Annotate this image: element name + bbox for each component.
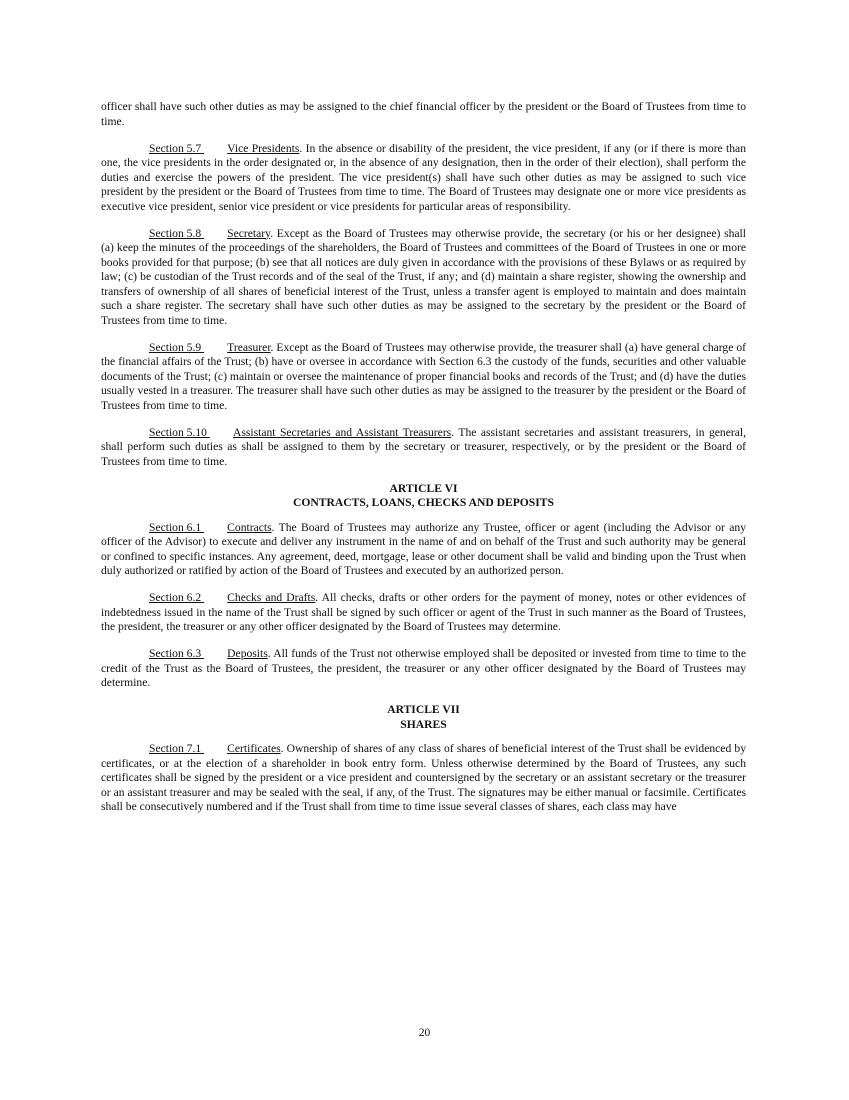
section-body: . In the absence or disability of the president, the vice president, if any (or if there is more than one, the vice presidents in the order designated or, in the absence of any designation, then in the order of their election), shall perform the duties and exercise the powers of the president. The vice president(s) shall have such other duties as may be assigned to such vice president by the president or the Board of Trustees from time to time. The Board of Trustees may designate one or more vice presidents as executive vice president, senior vice president or vice presidents for particular areas of responsibility.: [101, 141, 746, 213]
article-vii-heading: [101, 703, 746, 732]
section-paragraph: [101, 227, 746, 329]
article-v-sections: [101, 142, 746, 470]
intro-paragraph: officer shall have such other duties as may be assigned to the chief financial officer by the president or the Board of Trustees from time to time.: [101, 100, 746, 128]
section-title: Contracts: [227, 520, 272, 534]
section-title: Deposits: [227, 647, 268, 660]
section-number: Section 7.1: [149, 742, 202, 755]
section-paragraph: [101, 426, 746, 470]
article-vi-number: ARTICLE VI: [389, 481, 458, 495]
article-vi-heading: [101, 482, 746, 511]
section-title: Assistant Secretaries and Assistant Treasurers: [232, 425, 452, 439]
section-paragraph: [101, 591, 746, 635]
page-number: 20: [418, 1026, 431, 1039]
section-paragraph: [101, 142, 746, 215]
article-vii-title: SHARES: [400, 717, 447, 731]
section-number-gap: [201, 742, 227, 757]
section-body: . Except as the Board of Trustees may otherwise provide, the secretary (or his or her designee) shall (a) keep the minutes of the proceedings of the shareholders, the Board of Trustees and committees of the Board of Trustees in one or more books provided for that purpose; (b) see that all notices are duly given in accordance with the provisions of these Bylaws or as required by law; (c) be custodian of the Trust records and of the seal of the Trust, if any; and (d) maintain a share register, showing the ownership and transfers of ownership of all shares of beneficial interest of the Trust, unless a transfer agent is employed to maintain and does maintain such a share register. The secretary shall have such other duties as may be assigned to the secretary by the president or the Board of Trustees from time to time.: [101, 226, 746, 327]
section-body: . Ownership of shares of any class of shares of beneficial interest of the Trust shall be evidenced by certificates, or at the election of a shareholder in book entry form. Unless otherwise determined by the Board of Trustees, any such certificates shall be signed by the president or a vice president and countersigned by the secretary or an assistant secretary or the treasurer or an assistant treasurer and may be sealed with the seal, if any, of the Trust. The signatures may be either manual or facsimile. Certificates shall be consecutively numbered and if the Trust shall from time to time issue several classes of shares, each class may have: [101, 742, 746, 813]
section-title: Certificates: [227, 742, 281, 755]
section-title: Vice Presidents: [227, 141, 300, 155]
section-number: Section 5.8: [149, 226, 202, 240]
section-body: . The Board of Trustees may authorize any Trustee, officer or agent (including the Advisor or any officer of the Advisor) to execute and deliver any instrument in the name of and on behalf of the Trust and such authority may be general or confined to specific instances. Any agreement, deed, mortgage, lease or other document shall be valid and binding upon the Trust when duly authorized or ratified by action of the Board of Trustees and executed by an authorized person.: [101, 520, 746, 577]
section-number: Section 5.10: [149, 425, 207, 439]
section-number-gap: [201, 227, 227, 242]
section-number: Section 5.9: [149, 340, 202, 354]
section-title: Secretary: [227, 226, 271, 240]
section-paragraph: [101, 341, 746, 414]
section-number-gap: [201, 521, 227, 536]
article-vii-sections: [101, 742, 746, 815]
section-number-gap: [201, 591, 227, 606]
article-vi-sections: [101, 521, 746, 691]
section-paragraph: [101, 742, 746, 815]
section-number-gap: [201, 142, 227, 157]
section-number-gap: [201, 341, 227, 356]
article-vi-title: CONTRACTS, LOANS, CHECKS AND DEPOSITS: [293, 496, 554, 509]
section-title: Treasurer: [227, 340, 271, 354]
section-number: Section 5.7: [149, 141, 202, 155]
section-body: . The assistant secretaries and assistant treasurers, in general, shall perform such duties as shall be assigned to them by the secretary or treasurer, respectively, or by the president or the Board of Trustees from time to time.: [101, 425, 746, 468]
section-title: Checks and Drafts: [227, 591, 316, 604]
section-number-gap: [207, 426, 233, 441]
section-body: . All funds of the Trust not otherwise employed shall be deposited or invested from time to time to the credit of the Trust as the Board of Trustees, the president, the treasurer or any other officer designated by the Board of Trustees may determine.: [101, 647, 746, 689]
section-number: Section 6.3: [149, 647, 202, 660]
section-number: Section 6.2: [149, 591, 202, 604]
section-number: Section 6.1: [149, 520, 202, 534]
article-vii-number: ARTICLE VII: [387, 703, 460, 716]
section-paragraph: [101, 647, 746, 691]
section-number-gap: [201, 647, 227, 662]
section-body: . Except as the Board of Trustees may otherwise provide, the treasurer shall (a) have general charge of the financial affairs of the Trust; (b) have or oversee in accordance with Section 6.3 the custody of the funds, securities and other valuable documents of the Trust; (c) maintain or oversee the maintenance of proper financial books and records of the Trust; and (d) have the duties usually vested in a treasurer. The treasurer shall have such other duties as may be assigned to the treasurer by the president or the Board of Trustees from time to time.: [101, 340, 746, 412]
section-body: . All checks, drafts or other orders for the payment of money, notes or other evidences of indebtedness issued in the name of the Trust shall be signed by such officer or agent of the Trust in such manner as the Board of Trustees, the president, the treasurer or any other officer designated by the Board of Trustees may determine.: [101, 591, 746, 633]
section-paragraph: [101, 521, 746, 579]
document-page: [101, 100, 746, 827]
